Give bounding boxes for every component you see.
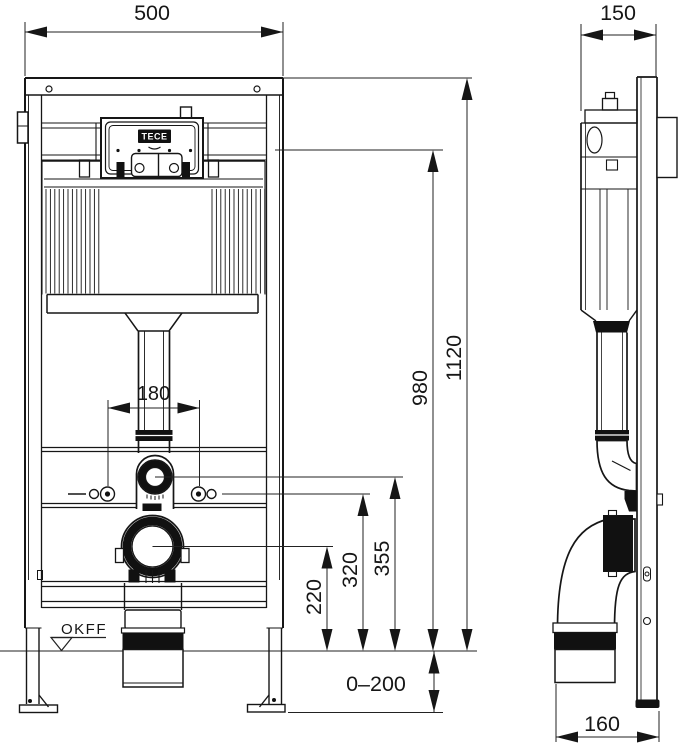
dim-total-height-label: 1120 [442, 334, 466, 382]
side-view [553, 77, 677, 708]
wall-bracket-front [18, 112, 29, 143]
arrow-up-icon [428, 150, 439, 172]
arrow-left-icon [108, 403, 130, 414]
drain-clip [181, 549, 189, 563]
top-tab [181, 107, 192, 118]
dim-side-outlet-offset [556, 684, 659, 743]
dim-outlet-height-label: 220 [302, 579, 326, 615]
latch-tab [182, 162, 190, 178]
arrow-up-icon [322, 547, 333, 569]
arrow-down-icon [428, 629, 439, 651]
flush-pipe-side [595, 333, 637, 512]
dim-front-width [25, 1, 283, 76]
cistern-ribs-left [46, 189, 99, 294]
arrow-down-icon [390, 629, 401, 651]
arrow-up-icon [358, 494, 369, 516]
wall-bracket-side [657, 118, 677, 178]
elbow-nozzle [625, 491, 637, 512]
dim-leg-adjust-label-group [346, 672, 406, 696]
level-triangle-icon [51, 638, 72, 651]
dim-side-depth-label: 150 [600, 1, 636, 25]
arrow-left-icon [581, 30, 603, 41]
cistern-ribs-right [212, 189, 265, 294]
okff-floor-marker [51, 621, 107, 651]
dim-leg-adjust [429, 652, 440, 713]
frame-hole [46, 86, 52, 92]
arrow-right-icon [261, 27, 283, 38]
dim-front-width-label: 500 [134, 1, 170, 25]
arrow-left-icon [556, 732, 578, 743]
arrow-down-icon [462, 629, 473, 651]
drain-socket-side-body [555, 650, 615, 683]
support-block [209, 160, 219, 177]
side-foot [636, 700, 660, 709]
side-rail [636, 77, 678, 708]
cistern-front [42, 161, 265, 331]
dim-actuator-height-label: 980 [408, 370, 432, 406]
arrow-up-icon [429, 652, 440, 674]
flush-elbow [597, 441, 637, 492]
arrow-left-icon [25, 27, 47, 38]
okff-label: OKFF [61, 621, 107, 638]
filling-valve-cap [606, 93, 615, 99]
dim-side-outlet-offset-label: 160 [584, 712, 620, 736]
arrow-up-icon [390, 477, 401, 499]
dim-flush-bend-height-label: 355 [370, 540, 394, 577]
wc-connection-box [603, 515, 633, 572]
cistern-funnel [125, 313, 182, 331]
fixing-hole [207, 490, 216, 499]
foot-plate [20, 705, 58, 713]
arrow-right-icon [178, 403, 200, 414]
dim-leg-adjust-label: 0–200 [346, 672, 406, 696]
leg-hole [644, 618, 651, 625]
dim-fixing-height [222, 494, 370, 651]
dim-fixing-height-label: 320 [338, 552, 362, 588]
crossbar-notch [657, 494, 663, 505]
arrow-down-icon [429, 690, 440, 712]
support-block [80, 160, 90, 177]
foot-plate [248, 705, 286, 713]
drain-socket-side-collar [553, 623, 617, 633]
drain-clip [116, 549, 124, 563]
dim-bolt-spacing-label: 180 [136, 383, 171, 405]
fixing-hole [90, 490, 99, 499]
drain-clamp [165, 570, 176, 583]
latch-tab [117, 162, 125, 178]
cistern-detail-oval [587, 127, 602, 153]
frame-hole [254, 86, 260, 92]
arrow-right-icon [637, 732, 659, 743]
drain-outlet-front [116, 504, 190, 611]
drain-socket-front [122, 610, 185, 687]
actuator-unit [42, 107, 267, 178]
drain-assembly-side [553, 511, 635, 683]
brand-logo-text: TECE [141, 131, 168, 142]
flush-pipe-front [136, 331, 174, 509]
dim-side-depth [581, 1, 656, 111]
arrow-up-icon [462, 78, 473, 100]
arrow-down-icon [322, 629, 333, 651]
cistern-side [581, 93, 637, 333]
drain-clamp [129, 570, 140, 583]
arrow-down-icon [358, 629, 369, 651]
arrow-right-icon [634, 30, 656, 41]
